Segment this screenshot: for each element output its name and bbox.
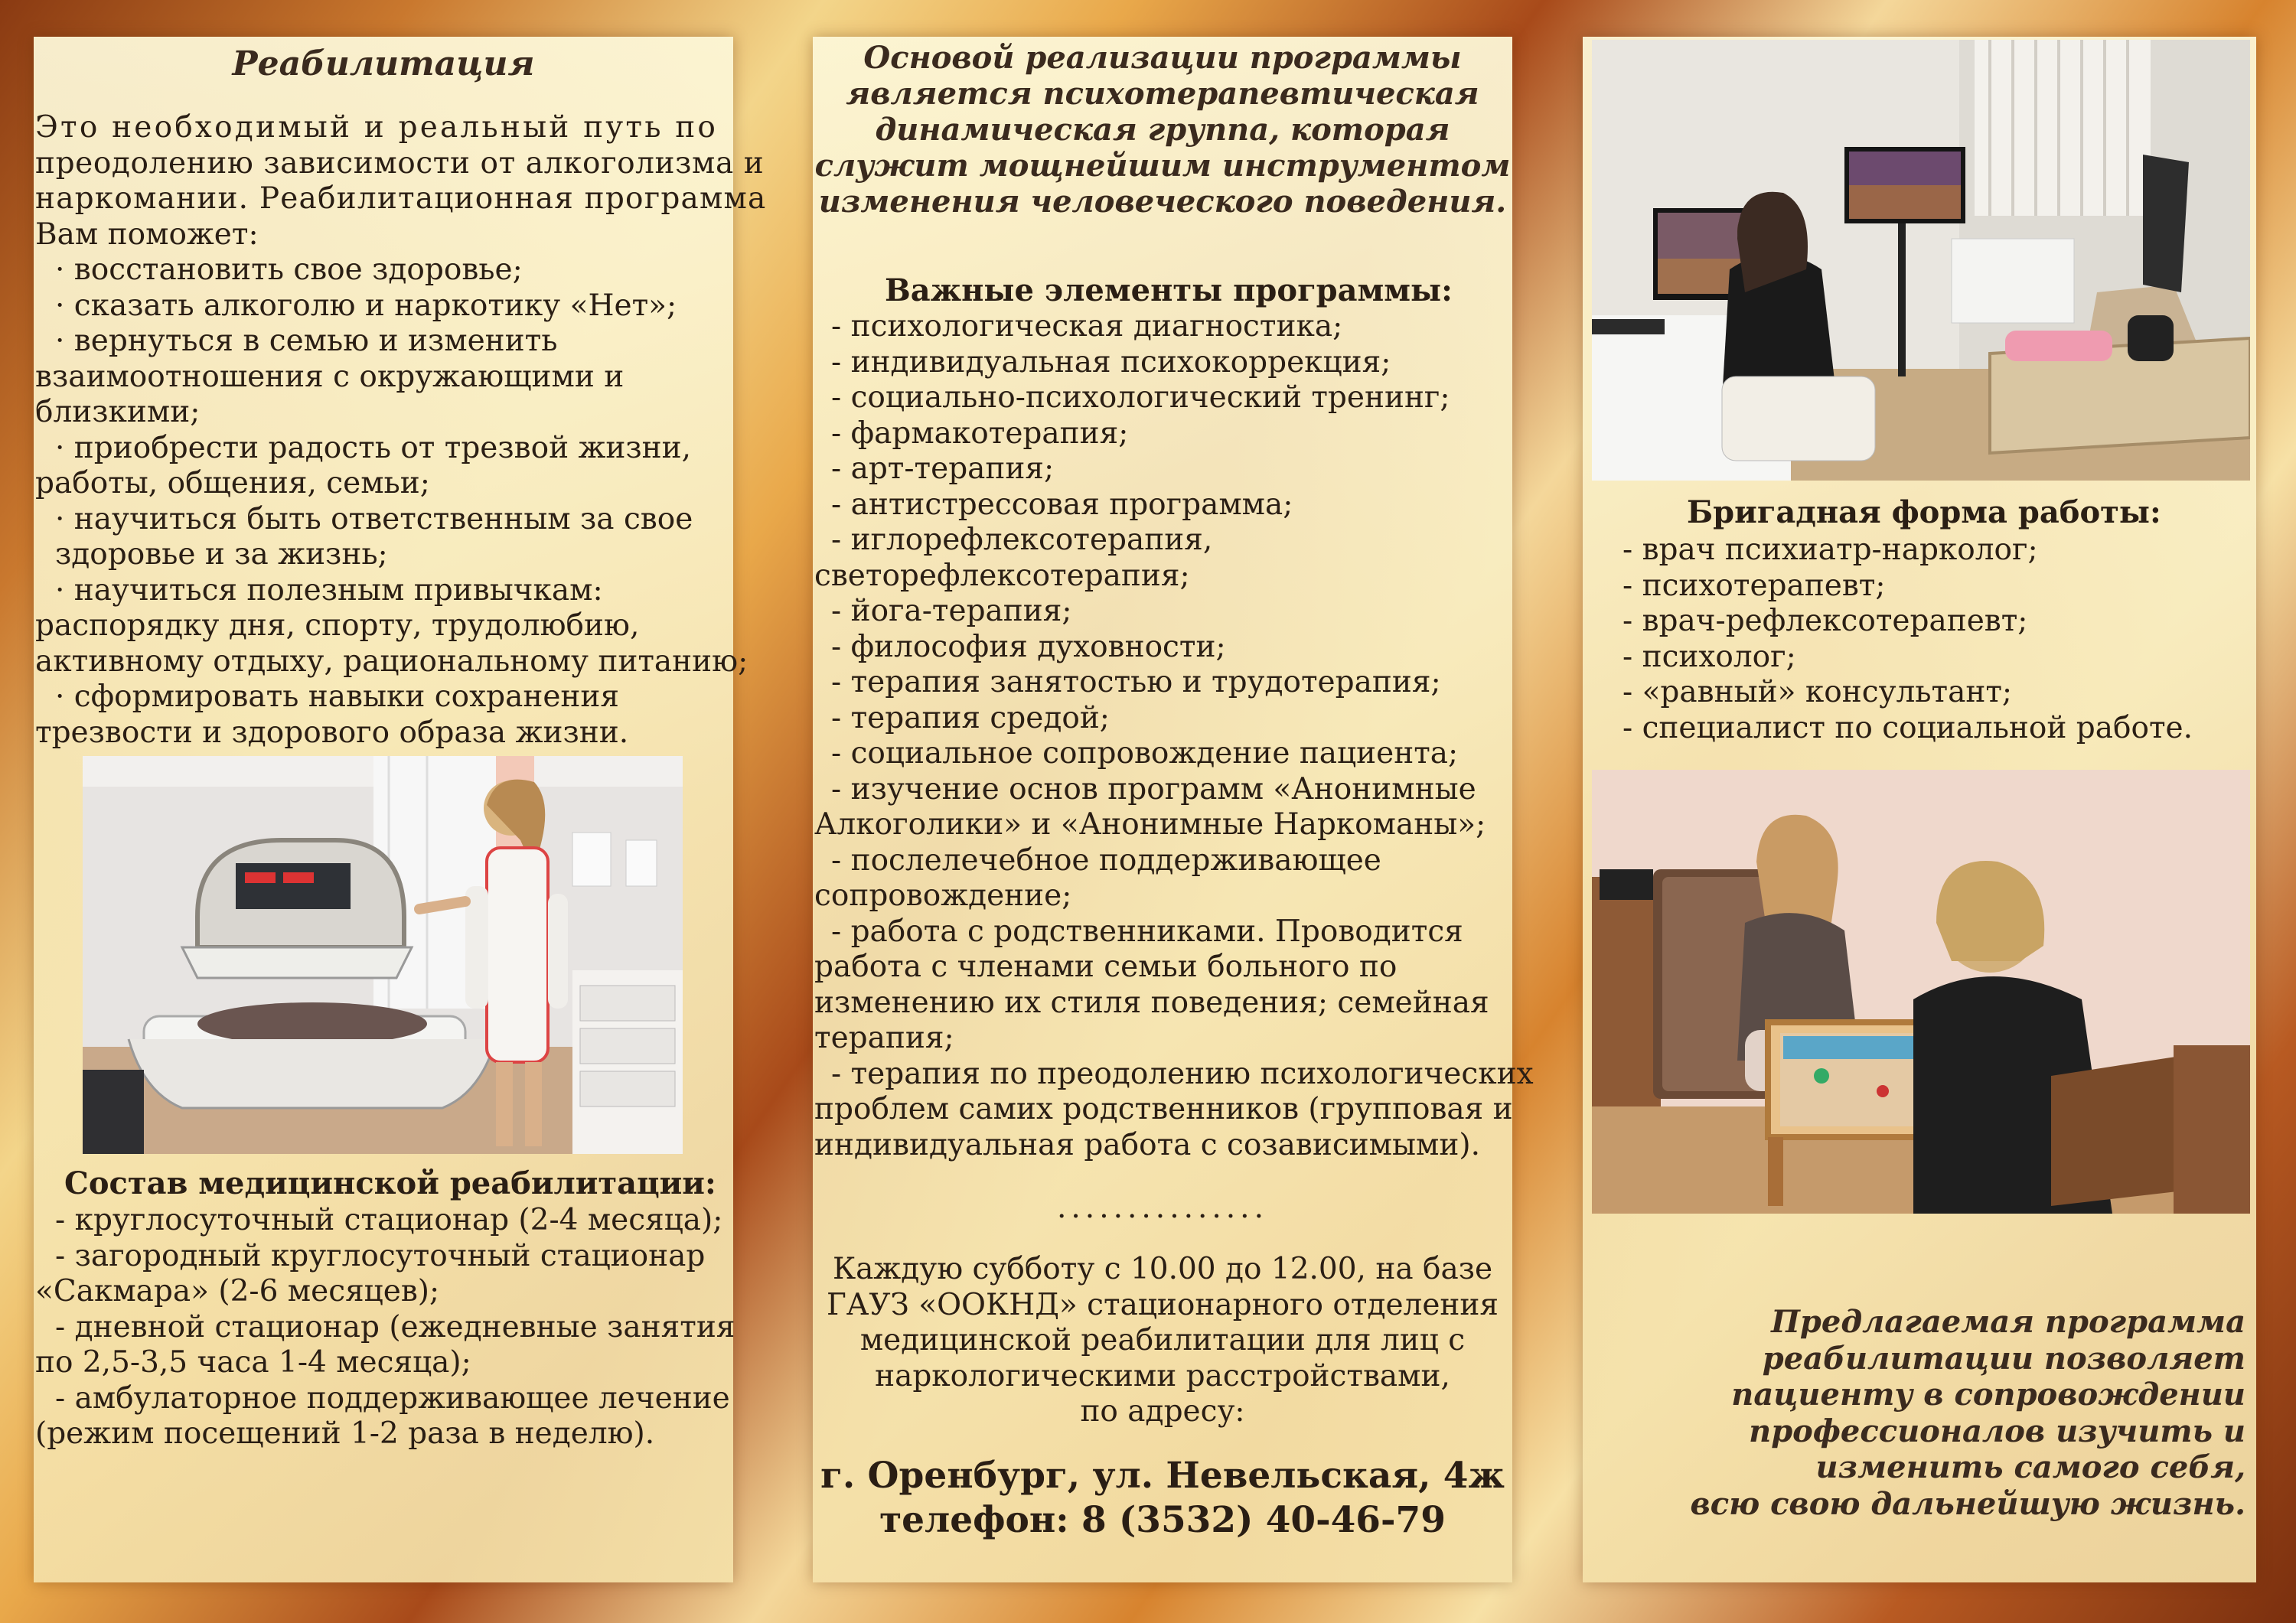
lead-line: является психотерапевтическая xyxy=(846,76,1479,112)
right-panel xyxy=(1583,37,2256,1582)
team-heading: Бригадная форма работы: xyxy=(1687,494,2161,530)
lead-line: служит мощнейшим инструментом xyxy=(814,148,1511,184)
closing-line: всю свою дальнейшую жизнь. xyxy=(1690,1485,2245,1522)
schedule-line: Каждую субботу с 10.00 до 12.00, на базе xyxy=(832,1252,1493,1286)
intro-line: Это необходимый и реальный путь по xyxy=(35,110,719,145)
composition-heading: Состав медицинской реабилитации: xyxy=(64,1165,716,1201)
schedule-info xyxy=(813,1252,1512,1430)
element-item: - терапия средой; xyxy=(831,700,1110,735)
schedule-line: по адресу: xyxy=(1080,1394,1245,1429)
benefit-item: · вернуться в семью и изменить xyxy=(55,324,558,358)
benefit-item: активному отдыху, рациональному питанию; xyxy=(35,644,748,679)
closing-statement xyxy=(1583,1304,2245,1522)
element-item: - психологическая диагностика; xyxy=(831,309,1343,344)
benefit-item: здоровье и за жизнь; xyxy=(55,537,388,572)
photo-sand-therapy xyxy=(1592,770,2250,1214)
left-panel xyxy=(34,37,767,1582)
composition-item: по 2,5-3,5 часа 1-4 месяца); xyxy=(35,1345,471,1380)
benefit-item: распорядку дня, спорту, трудолюбию, xyxy=(35,608,640,643)
middle-panel xyxy=(813,37,1534,1582)
composition-item: - дневной стационар (ежедневные занятия xyxy=(55,1309,735,1344)
schedule-line: наркологическими расстройствами, xyxy=(875,1358,1450,1393)
team-item: - «равный» консультант; xyxy=(1623,675,2013,709)
team-item: - психотерапевт; xyxy=(1623,568,1886,603)
program-lead xyxy=(813,40,1512,220)
team-item: - психолог; xyxy=(1623,639,1796,674)
schedule-line: ГАУЗ «ООКНД» стационарного отделения xyxy=(826,1287,1499,1322)
element-item: - изучение основ программ «Анонимные xyxy=(831,771,1476,807)
elements-list xyxy=(814,309,1534,1163)
lead-line: Основой реализации программы xyxy=(863,40,1462,76)
benefit-item: · приобрести радость от трезвой жизни, xyxy=(55,430,692,465)
photo-light-therapy xyxy=(83,756,683,1154)
closing-line: пациенту в сопровождении xyxy=(1731,1377,2245,1413)
team-item: - врач-рефлексотерапевт; xyxy=(1623,604,2028,638)
composition-item: - амбулаторное поддерживающее лечение xyxy=(55,1380,730,1416)
benefit-item: трезвости и здорового образа жизни. xyxy=(35,715,629,750)
separator-dots: ............... xyxy=(1057,1191,1268,1225)
benefit-item: · восстановить свое здоровье; xyxy=(55,253,523,287)
photo-computer-room xyxy=(1592,40,2250,481)
element-item: - иглорефлексотерапия, xyxy=(831,523,1213,557)
closing-line: реабилитации позволяет xyxy=(1762,1340,2245,1377)
element-item: - послелечебное поддерживающее xyxy=(831,842,1381,878)
element-item: - социально-психологический тренинг; xyxy=(831,380,1450,415)
element-item: работа с членами семьи больного по xyxy=(814,950,1397,984)
element-item: - терапия занятостью и трудотерапия; xyxy=(831,665,1441,699)
element-item: проблем самих родственников (групповая и xyxy=(814,1092,1513,1126)
closing-line: профессионалов изучить и xyxy=(1749,1413,2245,1449)
element-item: сопровождение; xyxy=(814,878,1072,913)
intro-line: Вам поможет: xyxy=(35,217,259,252)
benefit-item: · научиться быть ответственным за свое xyxy=(55,501,693,536)
team-list xyxy=(1623,533,2250,746)
element-item: Алкоголики» и «Анонимные Наркоманы»; xyxy=(814,807,1486,842)
benefit-item: взаимоотношения с окружающими и xyxy=(35,359,625,394)
composition-list xyxy=(35,1203,735,1452)
lead-line: динамическая группа, которая xyxy=(875,112,1450,148)
rehab-heading: Реабилитация xyxy=(232,44,535,83)
elements-heading: Важные элементы программы: xyxy=(885,272,1453,308)
element-item: - йога-терапия; xyxy=(831,594,1072,628)
element-item: - индивидуальная психокоррекция; xyxy=(831,344,1391,380)
benefit-item: · сформировать навыки сохранения xyxy=(55,680,620,714)
intro-line: наркомании. Реабилитационная программа xyxy=(35,181,767,216)
closing-line: Предлагаемая программа xyxy=(1771,1304,2245,1340)
benefit-item: работы, общения, семьи; xyxy=(35,466,430,500)
benefits-list xyxy=(35,253,748,751)
element-item: - философия духовности; xyxy=(831,629,1226,664)
lead-line: изменения человеческого поведения. xyxy=(818,184,1507,220)
element-item: индивидуальная работа с созависимыми). xyxy=(814,1127,1480,1162)
address: г. Оренбург, ул. Невельская, 4ж xyxy=(820,1455,1505,1497)
benefit-item: · научиться полезным привычкам: xyxy=(55,572,603,608)
element-item: - социальное сопровождение пациента; xyxy=(831,736,1459,771)
benefit-item: близкими; xyxy=(35,395,201,429)
closing-line: изменить самого себя, xyxy=(1815,1449,2245,1485)
composition-item: (режим посещений 1-2 раза в неделю). xyxy=(35,1416,655,1451)
team-item: - врач психиатр-нарколог; xyxy=(1623,533,2038,567)
element-item: - работа с родственниками. Проводится xyxy=(831,914,1463,949)
element-item: - арт-терапия; xyxy=(831,451,1055,486)
element-item: - терапия по преодолению психологических xyxy=(831,1056,1534,1091)
element-item: - фармакотерапия; xyxy=(831,416,1129,451)
composition-item: «Сакмара» (2-6 месяцев); xyxy=(35,1274,440,1309)
team-item: - специалист по социальной работе. xyxy=(1623,710,2193,745)
element-item: - антистрессовая программа; xyxy=(831,487,1293,522)
element-item: светорефлексотерапия; xyxy=(814,558,1190,593)
composition-item: - загородный круглосуточный стационар xyxy=(55,1238,706,1273)
element-item: изменению их стиля поведения; семейная xyxy=(814,985,1489,1020)
element-item: терапия; xyxy=(814,1021,954,1055)
benefit-item: · сказать алкоголю и наркотику «Нет»; xyxy=(55,288,677,323)
schedule-line: медицинской реабилитации для лиц с xyxy=(859,1323,1466,1357)
intro-line: преодолению зависимости от алкоголизма и xyxy=(35,145,765,181)
phone: телефон: 8 (3532) 40-46-79 xyxy=(879,1499,1446,1541)
rehab-intro xyxy=(35,110,767,253)
composition-item: - круглосуточный стационар (2-4 месяца); xyxy=(55,1203,723,1237)
